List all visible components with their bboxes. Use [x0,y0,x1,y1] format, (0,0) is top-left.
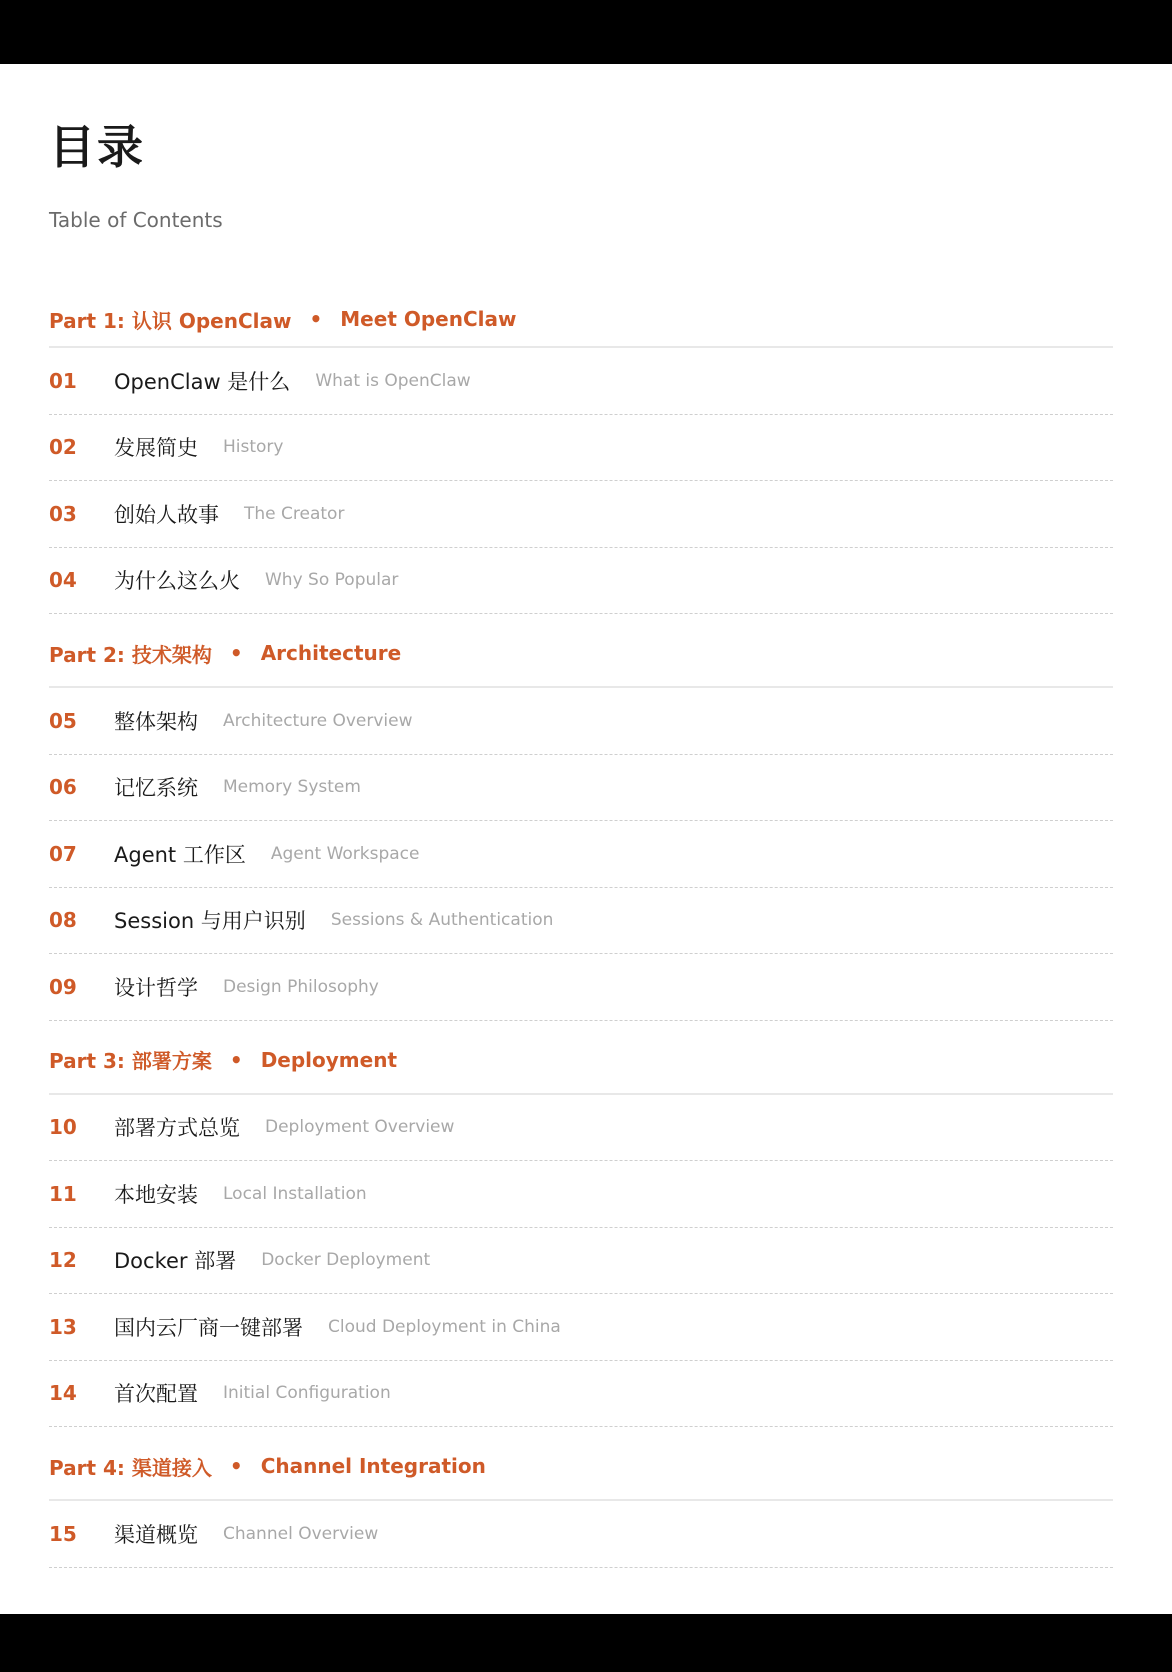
toc-list [49,286,1113,1568]
part-label: Part 4: 渠道接入 [49,1455,212,1480]
toc-entry[interactable] [49,888,1113,955]
part-header[interactable] [49,1021,1113,1095]
chapter-number: 08 [49,908,77,933]
part-header[interactable] [49,614,1113,688]
toc-entry[interactable] [49,1501,1113,1568]
page-subtitle: Table of Contents [49,208,223,232]
page-title: 目录 [49,120,145,174]
chapter-title: 国内云厂商一键部署 [114,1315,303,1340]
toc-entry[interactable] [49,1161,1113,1228]
toc-entry[interactable] [49,548,1113,615]
chapter-english-title: Why So Popular [265,570,399,591]
chapter-number: 11 [49,1181,77,1206]
part-english-label: Meet OpenClaw [340,307,517,331]
chapter-number: 04 [49,568,77,593]
toc-entry[interactable] [49,415,1113,482]
part-english-label: Channel Integration [260,1454,486,1478]
chapter-english-title: History [223,437,284,458]
part-label: Part 1: 认识 OpenClaw [49,308,292,333]
part-section [49,286,1113,614]
chapter-title: OpenClaw 是什么 [114,369,291,394]
chapter-english-title: Architecture Overview [223,710,413,731]
chapter-title: 设计哲学 [114,975,198,1000]
chapter-number: 02 [49,435,77,460]
chapter-english-title: Docker Deployment [261,1250,431,1271]
part-section [49,614,1113,1021]
part-separator-dot: • [229,1454,243,1478]
part-header[interactable] [49,286,1113,348]
toc-entry[interactable] [49,1228,1113,1295]
chapter-number: 14 [49,1381,77,1406]
chapter-number: 03 [49,501,77,526]
chapter-number: 12 [49,1248,77,1273]
toc-entry[interactable] [49,1361,1113,1428]
toc-entry[interactable] [49,1095,1113,1162]
chapter-english-title: What is OpenClaw [315,370,471,391]
chapter-english-title: Cloud Deployment in China [328,1316,561,1337]
chapter-number: 06 [49,775,77,800]
chapter-number: 15 [49,1521,77,1546]
chapter-english-title: Agent Workspace [270,843,420,864]
part-section [49,1427,1113,1568]
part-label: Part 2: 技术架构 [49,642,212,667]
chapter-title: 渠道概览 [114,1522,198,1547]
toc-entry[interactable] [49,755,1113,822]
chapter-title: 发展简史 [114,436,198,461]
chapter-english-title: Memory System [223,777,361,798]
chapter-number: 05 [49,708,77,733]
part-section [49,1021,1113,1428]
chapter-title: Docker 部署 [114,1249,237,1274]
chapter-number: 13 [49,1314,77,1339]
chapter-english-title: Initial Configuration [223,1383,391,1404]
toc-page [0,64,1172,1614]
chapter-title: 创始人故事 [114,502,219,527]
toc-entry[interactable] [49,954,1113,1021]
chapter-number: 07 [49,841,77,866]
chapter-title: Agent 工作区 [114,842,246,867]
chapter-title: 首次配置 [114,1382,198,1407]
chapter-title: 部署方式总览 [114,1116,240,1141]
chapter-english-title: The Creator [244,503,345,524]
part-english-label: Architecture [260,641,402,665]
bottom-black-bar [0,1614,1172,1672]
part-header[interactable] [49,1427,1113,1501]
toc-entry[interactable] [49,821,1113,888]
chapter-title: Session 与用户识别 [114,909,306,934]
chapter-english-title: Local Installation [223,1183,367,1204]
chapter-number: 10 [49,1115,77,1140]
part-label: Part 3: 部署方案 [49,1049,212,1073]
chapter-english-title: Channel Overview [223,1523,379,1544]
toc-entry[interactable] [49,1294,1113,1361]
chapter-title: 记忆系统 [114,776,198,801]
part-separator-dot: • [229,1047,243,1072]
chapter-title: 为什么这么火 [114,569,240,594]
part-separator-dot: • [309,307,323,331]
part-separator-dot: • [229,641,243,665]
chapter-number: 09 [49,974,77,999]
toc-entry[interactable] [49,348,1113,415]
part-english-label: Deployment [260,1047,398,1072]
chapter-english-title: Deployment Overview [265,1117,455,1138]
chapter-english-title: Sessions & Authentication [330,910,554,931]
toc-entry[interactable] [49,481,1113,548]
toc-entry[interactable] [49,688,1113,755]
chapter-english-title: Design Philosophy [223,976,379,997]
chapter-title: 整体架构 [114,709,198,734]
chapter-title: 本地安装 [114,1182,198,1207]
chapter-number: 01 [49,368,77,393]
top-black-bar [0,0,1172,64]
